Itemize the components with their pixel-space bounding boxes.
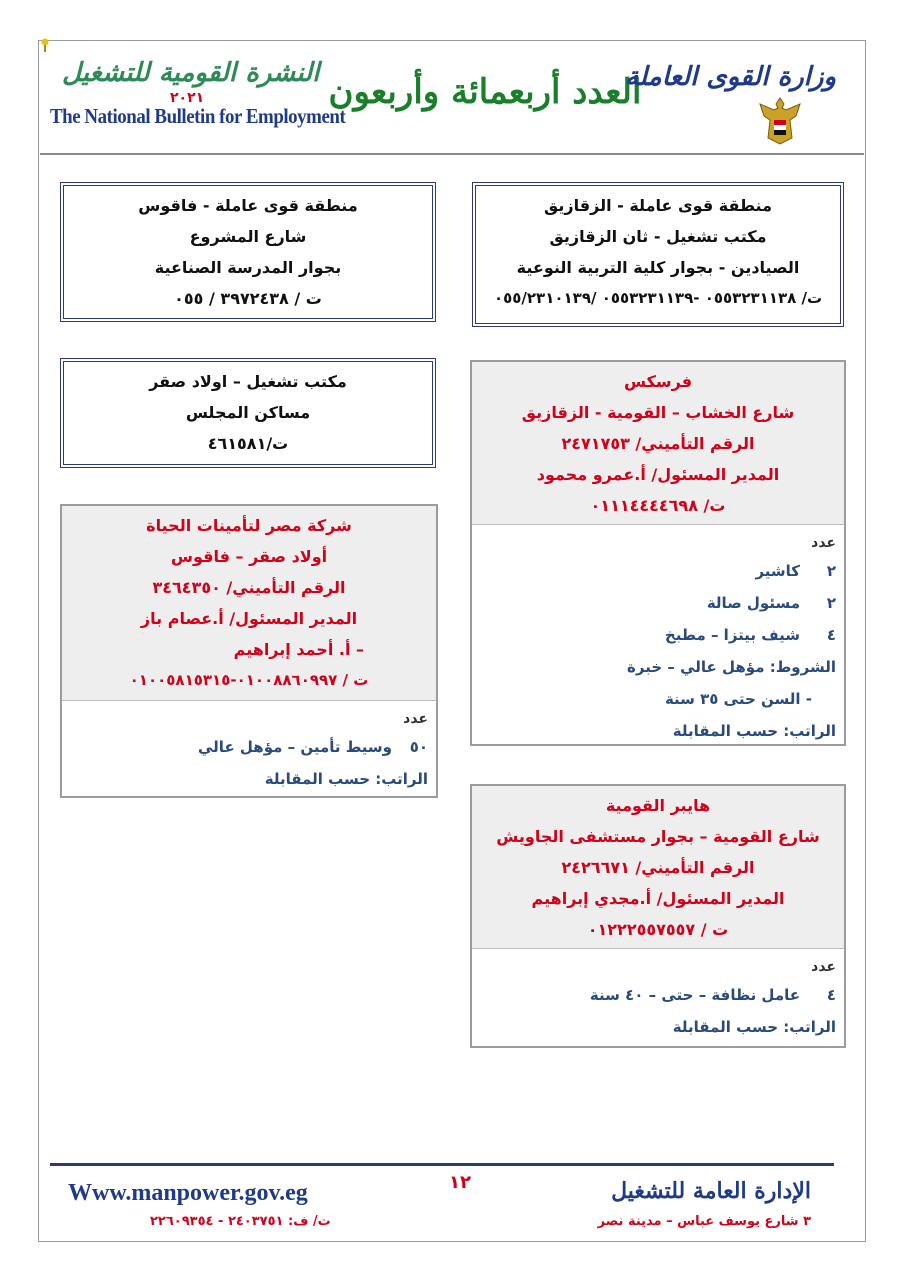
job-salary: الراتب: حسب المقابلة	[672, 722, 836, 740]
company-phone: ت / ٠١٢٢٢٥٥٧٥٥٧	[587, 920, 729, 939]
manager-name: المدير المسئول/ أ.عمرو محمود	[536, 465, 780, 484]
footer-address: ٣ شارع يوسف عباس – مدينة نصر	[597, 1214, 811, 1229]
office-phone: ت/٤٦١٥٨١	[207, 434, 289, 453]
job-card-body	[472, 525, 844, 751]
office-landmark: بجوار المدرسة الصناعية	[154, 258, 342, 277]
insurance-number: الرقم التأميني/ ٣٤٦٤٣٥٠	[152, 578, 346, 597]
office-street: شارع المشروع	[189, 227, 307, 246]
footer-organization: الإدارة العامة للتشغيل	[611, 1178, 811, 1204]
job-salary: الراتب: حسب المقابلة	[264, 770, 428, 788]
position-count: ٥٠	[409, 738, 428, 756]
company-phone: ت / ٠١٠٠٨٨٦٠٩٩٧-٠١٠٠٥٨١٥٣١٥	[129, 671, 369, 689]
bulletin-title-arabic: النشرة القومية للتشغيل	[62, 58, 320, 88]
office-box-zagazig	[472, 182, 844, 327]
page-header	[40, 44, 864, 154]
job-card-header	[62, 506, 436, 700]
company-name: شركة مصر لتأمينات الحياة	[146, 516, 352, 535]
bulletin-title-english: The National Bulletin for Employment	[50, 104, 346, 128]
office-phone: ت / ٣٩٧٢٤٣٨ / ٠٥٥	[174, 289, 322, 308]
position-count: ٢	[826, 562, 836, 580]
insurance-number: الرقم التأميني/ ٢٤٢٦٦٧١	[561, 858, 755, 877]
list-item	[70, 731, 428, 763]
position-count: ٢	[826, 594, 836, 612]
egypt-eagle-emblem-icon	[756, 94, 804, 148]
list-item	[480, 587, 836, 619]
count-header: عدد	[811, 959, 836, 975]
ministry-name: وزارة القوى العاملة	[625, 62, 836, 92]
page-number: ١٢	[449, 1172, 471, 1193]
list-item	[480, 619, 836, 651]
job-salary: الراتب: حسب المقابلة	[672, 1018, 836, 1036]
insurance-number: الرقم التأميني/ ٢٤٧١٧٥٣	[561, 434, 755, 453]
office-name: مكتب تشغيل – اولاد صقر	[149, 372, 347, 391]
position-count: ٤	[826, 986, 836, 1004]
office-box-awlad-saqr	[60, 358, 436, 468]
count-header: عدد	[811, 535, 836, 551]
position-title: كاشير	[755, 562, 800, 580]
header-divider	[40, 153, 864, 155]
bulletin-year: ٢٠٢١	[170, 90, 205, 106]
list-item	[480, 979, 836, 1011]
position-title: وسيط تأمين – مؤهل عالي	[198, 738, 392, 756]
office-zone: منطقة قوى عاملة - الزقازيق	[544, 196, 772, 215]
company-address: أولاد صقر – فاقوس	[170, 547, 328, 566]
company-name: فرسكس	[623, 372, 693, 391]
footer-divider	[50, 1163, 834, 1166]
position-title: مسئول صالة	[706, 594, 800, 612]
job-card-header	[472, 786, 844, 948]
company-address: شارع الخشاب – القومية - الزقازيق	[521, 403, 795, 422]
manager-name-secondary: – أ. أحمد إبراهيم	[233, 640, 364, 659]
footer-phone: ت/ ف: ٢٤٠٣٧٥١ - ٢٢٦٠٩٣٥٤	[150, 1214, 331, 1229]
website-link[interactable]: Www.manpower.gov.eg	[68, 1180, 308, 1206]
office-address: مساكن المجلس	[185, 403, 311, 422]
job-card-misr-life	[60, 504, 438, 798]
job-card-header	[472, 362, 844, 524]
office-address: الصيادين - بجوار كلية التربية النوعية	[516, 258, 800, 277]
list-item	[480, 555, 836, 587]
company-address: شارع القومية – بجوار مستشفى الجاويش	[496, 827, 820, 846]
position-title: عامل نظافة – حتى – ٤٠ سنة	[589, 986, 800, 1004]
position-count: ٤	[826, 626, 836, 644]
company-phone: ت/ ٠١١١٤٤٤٤٦٩٨	[590, 496, 726, 515]
office-box-faqous	[60, 182, 436, 322]
count-header: عدد	[403, 711, 428, 727]
office-phone: ت/ ٠٥٥٣٢٣١١٣٨ -٠٥٥٣٢٣١١٣٩ /٠٥٥/٢٣١٠١٣٩	[493, 289, 823, 307]
job-card-farsks	[470, 360, 846, 746]
job-card-hyper	[470, 784, 846, 1048]
job-card-body	[62, 701, 436, 799]
manager-name: المدير المسئول/ أ.مجدي إبراهيم	[531, 889, 785, 908]
office-name: مكتب تشغيل - ثان الزقازيق	[549, 227, 767, 246]
job-age-limit: - السن حتى ٣٥ سنة	[664, 690, 812, 708]
manager-name: المدير المسئول/ أ.عصام باز	[140, 609, 358, 628]
job-card-body	[472, 949, 844, 1047]
position-title: شيف بيتزا – مطبخ	[664, 626, 800, 644]
job-conditions: الشروط: مؤهل عالي – خبرة	[627, 658, 836, 676]
company-name: هايبر القومية	[605, 796, 711, 815]
issue-number: العدد أربعمائة وأربعون	[328, 72, 642, 112]
office-zone: منطقة قوى عاملة - فاقوس	[138, 196, 358, 215]
